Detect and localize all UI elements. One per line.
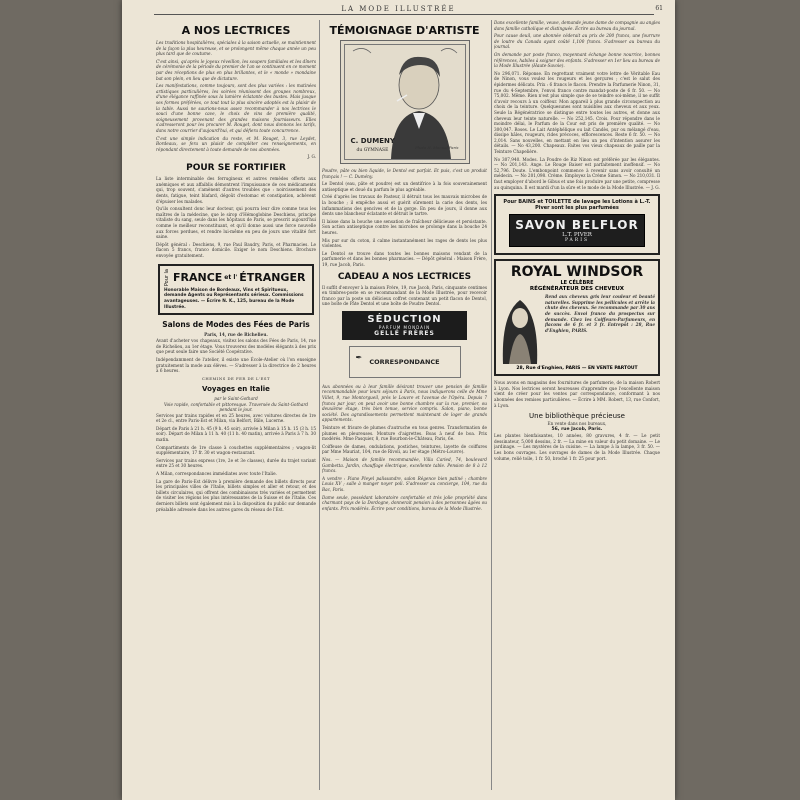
- paragraph: Départ de Paris à 21 h. 45 (9 h. 45 soir), arrivée à Milan à 15 h. 15 (3 h. 15 soir). Départ de Milan à 11 h. 40 (11 h. 40 matin), arrivée à Paris à 7 h. 30 matin.: [156, 425, 316, 443]
- lectrices-title: A NOS LECTRICES: [181, 24, 291, 37]
- seduction-line3: GELLÉ FRÈRES: [374, 329, 435, 337]
- column-middle: [322, 20, 487, 790]
- paragraph: Pour cause deuil, une abonnée céderait au prix de 200 francs, une fourrure de loutre du Canada ayant coûté 1,100 francs. S'adresser au bureau du journal.: [494, 33, 660, 50]
- piver-top: Pour BAINS et TOILETTE de lavage les Lotions à L.-T. Piver sont les plus parfumées: [503, 199, 651, 212]
- cadeau-title: CADEAU A NOS LECTRICES: [337, 271, 472, 282]
- royal-sub1: LE CÉLÈBRE: [560, 280, 594, 287]
- paragraph: Les plantes bienfaisantes, 10 années, 80 gravures, 4 fr. — Le petit dessinateur, 5,000 dessins, 2 fr. — La mine en valeur du petit domaine. — Le jardinage. — Les mystères de la cuisine. — La lampe à la lampe, 3 fr. 50. — Les bons ouvrages. Les ouvrages de dames de la Mode Illustrée. Chaque volume, relié toile, 1 fr. 50, broché 1 fr. 25 pour port.: [494, 433, 660, 461]
- france-etranger-ad: [158, 264, 314, 316]
- paragraph: Services par trains express (1re, 2e et 3e classes), durée du trajet variant entre 25 et 30 heures.: [156, 457, 316, 469]
- paragraph: A Milan, correspondances immédiates avec toute l'Italie.: [156, 471, 277, 477]
- salons-address: Paris, 14, rue de Richelieu.: [204, 332, 268, 338]
- paragraph: Teinture et frisure de plumes d'autruche en tous genres. Transformation de plumes en pleureuses. Monture d'aigrettes. Boas à neuf de boa. Prix modérés. Mme Pasquier, 8, rue Bourbon-le-Château, Paris, 6e.: [322, 425, 487, 442]
- paragraph: Mis pur sur du coton, il calme instantanément les rages de dents les plus violentes.: [322, 237, 487, 249]
- fortifier-title: POUR SE FORTIFIER: [186, 163, 286, 174]
- caption-of: du: [356, 148, 363, 153]
- signature: J. G.: [307, 154, 316, 160]
- paragraph: Aux abonnées ou à leur famille désirant trouver une pension de famille recommandable pour leurs séjours à Paris, nous indiquerons celle de Mme Villet, 9, rue Montorgueil, près le Louvre et l'avenue de l'Opéra. Depuis 7 francs par jour, on peut avoir une bonne chambre sur la rue, premier, ou deuxième étage, très bien tenue, service compris. Salon, piano, bonne société. Des agrandissements permettent maintenant de loger de grands appartements.: [322, 383, 487, 423]
- caption-name: C. DUMENY: [350, 137, 395, 145]
- woman-illustration: [499, 294, 541, 364]
- caption-theatre: [357, 148, 389, 153]
- royal-sub2: RÉGÉNÉRATEUR DES CHEVEUX: [529, 286, 625, 293]
- bibliotheque-address: 56, rue Jacob, Paris.: [551, 427, 603, 433]
- paragraph: No 296,071. Réponse. En regrettant vraiment votre lettre de Véritable Eau de Ninon, vous voulez les rougeurs et les gerçures ; c'est le salut des épidermes délicats. Prix : 6 francs le flacon. Prendre la Parfumerie Ninon, 31, rue du 4-Septembre, l'envoi franco contre mandat-poste de 6 fr. 50. — No 75,002. Même. Rien n'est plus simple que de se teindre soi-même, il ne suffit d'avoir recours à un coiffeur. Mon appareil à plus grande circonspection au choix de la teinture. Quelquesunes sont nuisibles aux cheveux et aux yeux. Seule la Régénératrice se distingue entre toutes les autres, et donne aux cheveux leur teinte naturelle. — No 252,145. Crois. Pour répondre dans le moindre délai, le Parfum de la Cour est pris de première qualité. — No 300,047. Roses. Le Lait Antéphélique ou lait Candès, pur ou mélangé d'eau, dissipe hâles, rougeurs, rides précoces, efflorescences. Reste 6 fr. 50. — No 2,014. Sans nouvelles, en mettant en lieu un peu d'intention assurer les détails. — No 43,200. Chapeaux. Faites vos vieux chapeaux de paille par la Teinture Chapelière.: [494, 70, 660, 155]
- correspondance-header: [349, 346, 461, 378]
- piver-line3: PARIS: [564, 238, 590, 244]
- paragraph: Services par trains rapides et en 25 heures, avec voitures directes de 1re et 2e cl., entre Paris-Est et Milan, via Belfort, Bâle, Lucerne.: [156, 412, 316, 424]
- column-divider: [491, 20, 492, 790]
- piver-line2: L.T. PIVER: [562, 232, 592, 239]
- royal-body: [499, 294, 655, 364]
- paragraph: Dame seule, possédant laboratoire confortable et très jolie propriété dans charmant pays de la Dordogne, donnerait pension à des personnes âgées ou enfants. Prix modérés. Écrire pour conditions, bureau de la Mode Illustrée.: [322, 494, 487, 511]
- paragraph: Les traditions hospitalières, spéciales à la saison actuelle, se maintiennent de la façon la plus heureuse, et se prolongent même chaque année un peu plus tard que de coutume.: [156, 40, 316, 57]
- running-title: LA MODE ILLUSTRÉE: [341, 5, 456, 13]
- piver-ad: [494, 194, 660, 255]
- paragraph: Avant d'acheter vos chapeaux, visitez les salons des Fées de Paris, 14, rue de Richelieu, au 1er étage. Vous trouverez des modèles élégants à des prix que peut seule faire une Société Coopérative.: [156, 338, 316, 355]
- header-rule: [154, 14, 654, 15]
- ad-heading: [164, 269, 308, 286]
- paragraph: Il laisse dans la bouche une sensation de fraîcheur délicieuse et persistante. Son action antiseptique contre les microbes se prolonge dans la bouche 24 heures.: [322, 218, 487, 235]
- photo-credit: Photo H. Manuel Paris: [415, 145, 459, 150]
- paragraph: Le Dentol se trouve dans toutes les bonnes maisons vendant de la parfumerie et dans les bonnes pharmacies. — Dépôt général : Maison Frère, 19, rue Jacob, Paris.: [322, 250, 487, 267]
- paragraph: La gare de Paris-Est délivre à première demande des billets directs pour les principales villes de l'Italie, billets simples et aller et retour, et des billets circulaires, qui offrent des combinaisons très variées et permettent de visiter les régions les plus intéressantes de la Suisse et de l'Italie. Ces derniers billets sont également mis à la disposition du public sur demande préalable adressée dans les autres gares du réseau de l'Est.: [156, 478, 316, 512]
- artist-portrait: [340, 40, 470, 164]
- column-divider: [319, 20, 320, 790]
- paragraph: Il suffit d'envoyer à la maison Frère, 19, rue Jacob, Paris, cinquante centimes en timbres-poste en se recommandant de la Mode Illustrée, pour recevoir franco par la poste un délicieux coffret contenant un petit flacon de Dentol, une boîte de Pâte Dentol et une boîte de Poudre Dentol.: [322, 284, 487, 307]
- temoignage-title: TÉMOIGNAGE D'ARTISTE: [329, 24, 480, 37]
- seduction-ad: [342, 311, 467, 340]
- paragraph: Qu'ils consultent donc leur docteur, qui pourra leur dire comme tous les maîtres de la médecine, que le sirop d'Hémoglobine Deschiens, principe vitaliste du sang, seule dans les hôpitaux de Paris, se prescrit aujourd'hui comme le meilleur reconstituant, et qu'il donne aussi une force nouvelle aux forces perdues, et rendre lui-même en peu de jours une vitalité fort saine.: [156, 206, 316, 240]
- salons-title: Salons de Modes des Fées de Paris: [162, 320, 310, 330]
- ad-france: FRANCE: [173, 270, 223, 284]
- column-left: [156, 20, 316, 790]
- paragraph: Coiffeuse de dames, ondulations, postiches, teintures, layette de coiffures par Mme Mauriat, 104, rue de Rivoli, au 1er étage (Métro-Louvre).: [322, 443, 487, 455]
- caption-theatre-name: GYMNASE: [363, 148, 389, 153]
- paragraph: La liste interminable des ferrugineux et autres remèdes offerts aux anémiques et aux affaiblis démontrent l'impuissance de ces médicaments qui, trop souvent, s'amènent d'autres troubles que : noircissement des dents, fatigue, teint blafard, dégoût d'estomac et constipation, achèvent d'épuiser les malades.: [156, 176, 316, 204]
- quill-icon: ✒: [355, 352, 363, 362]
- bibliotheque-sub: En vente dans nos bureaux,: [547, 421, 607, 427]
- rail-title: Voyages en Italie: [202, 384, 270, 393]
- royal-title: ROYAL WINDSOR: [510, 264, 644, 281]
- piver-line1: SAVON BELFLOR: [515, 218, 639, 233]
- paragraph: Le Dentol (eau, pâte et poudre) est un dentifrice à la fois souverainement antiseptique et doué du parfum le plus agréable.: [322, 181, 487, 192]
- paragraph: Nous avons en magasins des fournitures de parfumerie, de la maison Robert à Lyon. Nos lectrices seront heureuses d'apprendre que l'excellente maison vient de créer pour les ventes par correspondance, conformant à nos abonnées des remises particulières. — Écrire à MM. Robert, 13, rue Confort, à Lyon.: [494, 380, 660, 408]
- paragraph: Dépôt général : Deschiens, 9, rue Paul Baudry, Paris, et Pharmacies. Le flacon 5 francs, franco domicile. Exiger le nom Deschiens. Brochure envoyée gratuitement.: [156, 241, 316, 258]
- paragraph: Indépendamment de l'atelier, il existe une École-Atelier où l'on enseigne gratuitement la mode aux élèves. — S'adresser à la directrice de 2 heures à 6 heures.: [156, 356, 316, 374]
- paragraph: C'est ainsi, qu'après le joyeux réveillon, les soupers familiales et les dîners de cérémonie de la période du premier de l'an se continuent en ce moment par des réceptions de plus en plus brillantes, et le « monde » mondaine bat son plein, en lieu que de dictature.: [156, 58, 316, 81]
- page-number: 61: [655, 5, 663, 12]
- paragraph: Rend aux cheveux gris leur couleur et beauté naturelles. Supprime les pellicules et arrête la chute des cheveux. Se recommande par 30 ans de succès. Envoi franco du prospectus sur demande. Chez les Coiffeurs-Parfumeurs, en flacons de 6 fr. et 3 fr. Entrepôt : 28, Rue d'Enghien, PARIS.: [545, 294, 655, 333]
- ad-etranger: ÉTRANGER: [239, 270, 306, 284]
- quote: Poudre, pâte ou bien liquide, le Dentol est parfait. Et puis, c'est un produit français ! — C. Dumény.: [322, 168, 487, 179]
- ad-pour: Pour la: [164, 268, 170, 286]
- paragraph: On demande par poste franco, moyennant échange bonne nourrice, bonnes références, habiles à soigner des enfants. S'adresser en 1er lieu au bureau de la Mode Illustrée (Haute-Savoie).: [494, 51, 660, 69]
- paragraph: C'est une simple indication du reste, et M. Rouget, 3, rue Leydet, Bordeaux, se fera un plaisir de compléter ces renseignements, en répondant directement à toute demande de nos abonnées.: [156, 135, 316, 152]
- royal-text: [545, 294, 655, 364]
- rail-subtitle: par le Saint-Gothard: [214, 395, 258, 401]
- royal-windsor-ad: [494, 259, 660, 376]
- seduction-line2: PARFUM MONDAIN: [378, 324, 431, 330]
- ad-et: et l': [224, 273, 238, 281]
- paragraph: Créé d'après les travaux de Pasteur, il détruit tous les mauvais microbes de la bouche ; il empêche aussi et guérit sûrement la carie des dents, les inflammations des gencives et de la gorge. En peu de jours, il donne aux dents une blancheur éclatante et détruit le tartre.: [322, 194, 487, 217]
- piver-box: [509, 214, 645, 247]
- paragraph: A vendre : Piano Pleyel palissandre, salon Régence bien patiné ; chambre Louis XV ; salle à manger noyer poli. S'adresser au concierge, 104, rue du Bac, Paris.: [322, 475, 487, 492]
- rail-header: CHEMINS DE FER DE L'EST: [202, 375, 270, 381]
- column-right: [494, 20, 660, 790]
- ad-body: Honorable Maison de Bordeaux, Vins et Spiritueux, demande Agents ou Représentants sérieux. Commissions avantageuses. — Écrire N. K., 125, bureau de la Mode Illustrée.: [164, 287, 304, 310]
- bibliotheque-title: Une bibliothèque précieuse: [529, 412, 625, 421]
- magazine-page: [122, 0, 675, 800]
- seduction-line1: SÉDUCTION: [367, 313, 442, 325]
- paragraph: Dans excellente famille, veuve, demande jeune dame de compagnie au angles dans famille catholique et distinguée. Écrire au bureau du journal.: [494, 20, 660, 31]
- paragraph: Compartiments de 1re classe à couchettes supplémentaires ; wagon-lit supplémentaire, 17 fr. 30 et wagon-restaurant.: [156, 444, 316, 456]
- paragraph: Les manifestations, comme toujours, sont des plus variées : les matinées artistiques particulières, les soirées réunissent des groupes nombreux, d'une élégance raffinée sous la lumière éclatante des bustes. Mais jusque ses formes préférées, ce tout tout la plus sincère adoptés est la plaisir de la table. Aussi ne saurions-nous assez recommander à nos lectrices le souci d'une bonne cave, le choix de vins de première qualité, soigneusement provenant des grandes maisons fournisseurs. Elles s'adresseront pour les procurer M. Rouget, dont nous donnons les tarifs, dans notre courrier d'aujourd'hui, et qui défiera toute concurrence.: [156, 83, 316, 133]
- paragraph: Nos. — Maison de famille recommandée, Villa Caried, 74, boulevard Gambetta. Jardin, chauffage électrique, excellente table. Pension de 8 à 12 francs.: [322, 457, 487, 474]
- paragraph: No 307,940. Modes. La Poudre de Riz Ninon est préférée par les élégantes. — No 201,143. Ange. Le Rouge Baiser est parfaitement inoffensif. — No 52,796. Doute. L'embonpoint commence à revenir sans avoir consulté un médecin. — No 201,098. Crème. Employez la Crème Simon. — No 210,031. Il faut employer d'abord le Gibus et une fois produire par une petite, compresse au quinquina. Il est mardi d'un la sûre et le mode de la Mode Illustrée. — J. G.: [494, 156, 660, 190]
- rail-sub2: Voie rapide, confortable et pittoresque. Traversée du Saint-Gothard pendant le jour.: [163, 401, 309, 412]
- correspondance-title: CORRESPONDANCE: [369, 357, 440, 366]
- royal-footer: 28, Rue d'Enghien, PARIS — EN VENTE PARTOUT: [516, 366, 638, 372]
- woman-portrait-icon: [499, 294, 541, 364]
